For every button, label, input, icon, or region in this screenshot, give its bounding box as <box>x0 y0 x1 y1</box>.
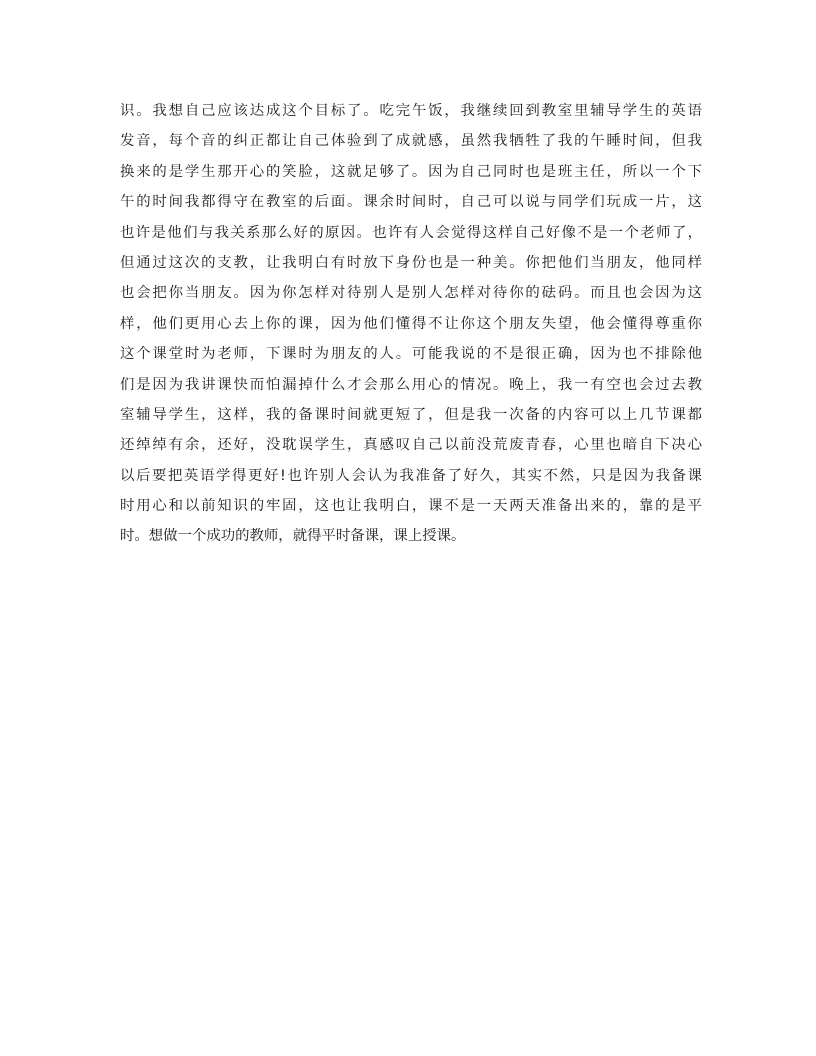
text-line: 也会把你当朋友。因为你怎样对待别人是别人怎样对待你的砝码。而且也会因为这 <box>120 285 702 302</box>
text-line: 午的时间我都得守在教室的后面。课余时间时，自己可以说与同学们玩成一片，这 <box>120 194 702 211</box>
text-line: 以后要把英语学得更好!也许别人会认为我准备了好久，其实不然，只是因为我备课 <box>120 467 702 484</box>
text-line: 还绰绰有余，还好，没耽误学生，真感叹自己以前没荒废青春，心里也暗自下决心 <box>120 437 702 454</box>
text-line: 发音，每个音的纠正都让自己体验到了成就感，虽然我牺牲了我的午睡时间，但我 <box>120 133 702 150</box>
text-line: 换来的是学生那开心的笑脸，这就足够了。因为自己同时也是班主任，所以一个下 <box>120 163 702 180</box>
text-line: 识。我想自己应该达成这个目标了。吃完午饭，我继续回到教室里辅导学生的英语 <box>120 103 702 119</box>
body-paragraph <box>120 96 702 552</box>
text-line: 们是因为我讲课快而怕漏掉什么才会那么用心的情况。晚上，我一有空也会过去教 <box>120 376 702 393</box>
text-line: 也许是他们与我关系那么好的原因。也许有人会觉得这样自己好像不是一个老师了， <box>120 224 702 241</box>
text-line: 室辅导学生，这样，我的备课时间就更短了，但是我一次备的内容可以上几节课都 <box>120 406 702 423</box>
text-line: 时用心和以前知识的牢固，这也让我明白，课不是一天两天准备出来的，靠的是平 <box>120 498 702 515</box>
text-line: 但通过这次的支教，让我明白有时放下身份也是一种美。你把他们当朋友，他同样 <box>120 254 702 271</box>
text-line: 样，他们更用心去上你的课，因为他们懂得不让你这个朋友失望，他会懂得尊重你 <box>120 315 702 332</box>
text-line: 这个课堂时为老师，下课时为朋友的人。可能我说的不是很正确，因为也不排除他 <box>120 346 702 363</box>
text-line: 时。想做一个成功的教师，就得平时备课，课上授课。 <box>120 528 466 545</box>
